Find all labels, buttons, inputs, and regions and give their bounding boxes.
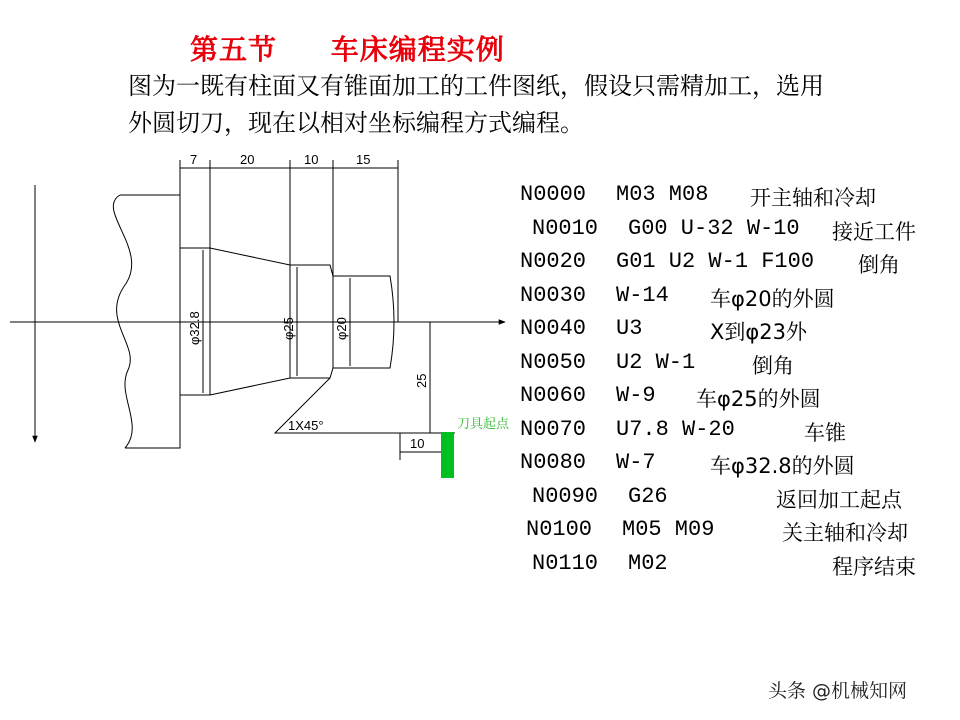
block-number: N0060 [520, 383, 587, 408]
dim-text: φ25 [281, 317, 296, 340]
program-line [520, 551, 960, 585]
gcode: G01 U2 W-1 F100 [616, 249, 815, 274]
intro-line: 图为一既有柱面又有锥面加工的工件图纸，假设只需精加工，选用 [128, 72, 824, 100]
program-line [520, 350, 960, 384]
gcode: M03 M08 [616, 182, 709, 207]
dim-text: 10 [304, 152, 319, 167]
block-number: N0040 [520, 316, 587, 341]
gcode: G26 [628, 483, 668, 509]
program-line [520, 417, 960, 451]
dim-text: 10 [410, 436, 425, 451]
program-line [520, 450, 960, 484]
block-number: N0050 [520, 349, 587, 375]
block-note: X到φ23外 [710, 320, 807, 344]
block-note: 车φ25的外圆 [696, 387, 821, 411]
block-note: 返回加工起点 [776, 487, 902, 512]
block-note: 倒角 [752, 353, 794, 378]
block-note: 车锥 [804, 420, 846, 445]
intro-text [128, 68, 928, 142]
block-number: N0090 [532, 483, 599, 509]
block-number: N0020 [520, 249, 587, 274]
block-number: N0010 [532, 215, 599, 241]
block-number: N0030 [520, 282, 587, 308]
gcode: G00 U-32 W-10 [628, 215, 800, 241]
block-note: 倒角 [858, 253, 900, 277]
dim-text: φ20 [334, 317, 349, 340]
block-note: 车φ32.8的外圆 [710, 454, 855, 478]
gcode: W-7 [616, 450, 656, 475]
program-line [520, 316, 960, 350]
watermark: 头条 @机械知网 [768, 680, 908, 702]
program-listing [520, 182, 960, 584]
block-number: N0070 [520, 416, 587, 442]
tool-marker [441, 432, 454, 478]
block-note: 程序结束 [832, 554, 916, 579]
dim-text: φ32.8 [187, 311, 202, 345]
program-line [520, 484, 960, 518]
block-note: 接近工件 [832, 219, 916, 244]
gcode: M02 [628, 550, 668, 576]
block-number: N0110 [532, 550, 599, 576]
program-line [520, 517, 960, 551]
block-note: 关主轴和冷却 [782, 521, 908, 545]
dim-text: 25 [414, 373, 429, 388]
slide-title: 第五节 车床编程实例 [190, 33, 505, 66]
gcode: W-14 [616, 282, 669, 308]
gcode: U3 [616, 316, 643, 341]
block-number: N0000 [520, 182, 587, 207]
program-line [520, 182, 960, 216]
block-number: N0080 [520, 450, 587, 475]
program-line [520, 249, 960, 283]
workpiece-drawing [0, 140, 520, 500]
program-line [520, 383, 960, 417]
block-number: N0100 [526, 517, 593, 542]
block-note: 车φ20的外圆 [710, 286, 835, 311]
gcode: U7.8 W-20 [616, 416, 735, 442]
program-line [520, 283, 960, 317]
intro-line: 外圆切刀，现在以相对坐标编程方式编程。 [128, 109, 584, 137]
dim-text: 7 [190, 152, 198, 167]
dim-text: 1X45° [288, 418, 324, 433]
block-note: 开主轴和冷却 [750, 186, 876, 210]
program-line [520, 216, 960, 250]
gcode: M05 M09 [622, 517, 715, 542]
dim-text: 15 [356, 152, 371, 167]
gcode: W-9 [616, 383, 656, 408]
gcode: U2 W-1 [616, 349, 696, 375]
tool-start-label: 刀具起点 [457, 416, 510, 431]
dim-text: 20 [240, 152, 255, 167]
